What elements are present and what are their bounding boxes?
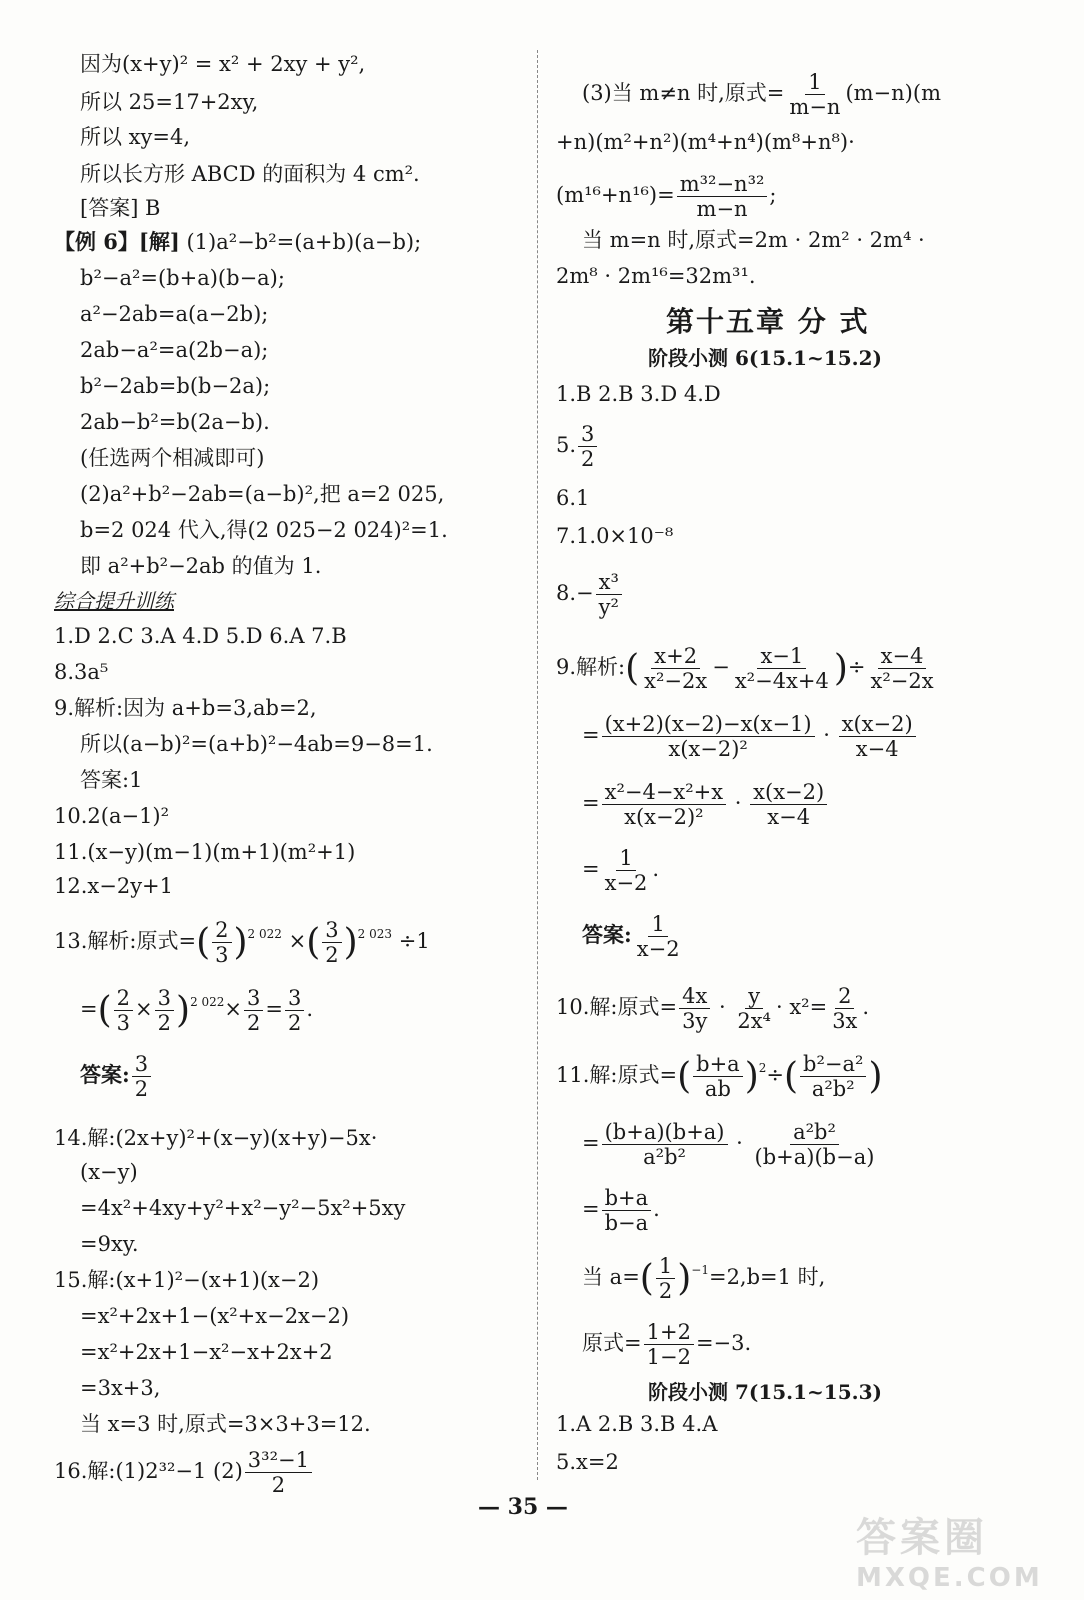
numerator: 2 — [212, 918, 231, 943]
numerator: 3³²−1 — [245, 1448, 312, 1473]
numerator: 3 — [132, 1052, 151, 1077]
problem-9-line4: = $\frac{1}{x-2}$ . — [582, 846, 660, 895]
fraction — [839, 712, 916, 761]
numerator: x³ — [596, 570, 622, 595]
answer-row: 1.A 2.B 3.B 4.A — [556, 1412, 718, 1436]
numerator: x(x−2) — [750, 780, 827, 805]
fraction — [244, 986, 263, 1035]
text-span: ÷1 — [398, 929, 430, 953]
paren-close: ) — [343, 922, 358, 963]
numerator: 3 — [322, 918, 341, 943]
denominator: x²−2x — [644, 669, 708, 693]
exponent: 2 023 — [357, 927, 393, 941]
text-line: 所以 xy=4, — [80, 125, 191, 149]
denominator: 2 — [271, 1473, 286, 1497]
numerator: 1+2 — [644, 1320, 694, 1345]
text-span: 10.解:原式= — [556, 995, 678, 1019]
text-line: 当 m=n 时,原式=2m · 2m² · 2m⁴ · — [582, 228, 925, 252]
answer-label: 答案: — [582, 922, 632, 947]
denominator: a²b² — [811, 1077, 855, 1101]
exponent: 2 — [758, 1061, 767, 1075]
denominator: 2 — [247, 1011, 261, 1035]
text-line: b²−2ab=b(b−2a); — [80, 374, 271, 398]
denominator: a²b² — [643, 1145, 686, 1169]
text-line: +n)(m²+n²)(m⁴+n⁴)(m⁸+n⁸)· — [556, 130, 855, 154]
answer-row: 12.x−2y+1 — [54, 874, 174, 898]
paren-close: ) — [744, 1056, 759, 1097]
numerator: (b+a)(b+a) — [602, 1120, 728, 1145]
problem-9-line3: = $\frac{\text{x²−4−x²+x}}{\text{x(x−2)²}}$ · $\frac{x(x-2)}{x-4}$ — [556, 780, 829, 829]
text-span: 11.解:原式= — [556, 1063, 678, 1087]
fraction — [132, 1052, 151, 1101]
problem-9-line1: 9.解析:( $\frac{x+2}{\text{x²−2x}}$ − $\frac{x-1}{\text{x²−4x+4}}$ )÷ $\frac{x-4}{\text{x²−2x}}$ — [556, 644, 939, 693]
problem-16 — [54, 1448, 314, 1497]
fraction — [114, 986, 133, 1035]
text-line: 2ab−b²=b(2a−b). — [80, 410, 270, 434]
answer-row: 5.x=2 — [556, 1450, 619, 1474]
answer-row: 10.2(a−1)² — [54, 804, 170, 828]
denominator: 2 — [134, 1077, 149, 1101]
fraction — [634, 912, 683, 961]
fraction — [800, 1052, 866, 1101]
fraction — [644, 1320, 694, 1369]
denominator: 2 — [288, 1011, 302, 1035]
section-subtitle: 阶段小测 7(15.1~15.3) — [648, 1380, 882, 1404]
denominator: m−n — [789, 95, 841, 119]
numerator: 1 — [656, 1254, 675, 1279]
numerator: 2 — [835, 984, 854, 1009]
problem-10: 10.解:原式= $\frac{4x}{3y}$ · $\frac{y}{\text{2x⁴}}$ · x²= $\frac{2}{3x}$ . — [556, 984, 870, 1033]
denominator: x²−2x — [870, 669, 934, 693]
denominator: x−2 — [604, 871, 648, 895]
numerator: x+2 — [651, 644, 700, 669]
text-line: 所以长方形 ABCD 的面积为 4 cm². — [80, 162, 420, 186]
paren-open: ( — [625, 648, 640, 689]
text-line: =3x+3, — [80, 1376, 161, 1400]
text-line: (任选两个相减即可) — [80, 446, 265, 470]
denominator: (b+a)(b−a) — [754, 1145, 875, 1169]
numerator: 3 — [578, 422, 597, 447]
problem-11-line3: = $\frac{b+a}{b-a}$ . — [582, 1186, 660, 1235]
problem-13-line1 — [54, 918, 430, 967]
fraction — [602, 1120, 728, 1169]
fraction — [868, 644, 937, 693]
numerator: b²−a² — [800, 1052, 866, 1077]
text-line: b=2 024 代入,得(2 025−2 024)²=1. — [80, 518, 448, 542]
answer-13 — [54, 1052, 153, 1101]
denominator: 2x⁴ — [737, 1009, 771, 1033]
paren-close: ) — [677, 1258, 692, 1299]
section-heading: 综合提升训练 — [54, 589, 174, 613]
chapter-title: 第十五章 分 式 — [666, 305, 870, 338]
fraction — [602, 712, 815, 761]
text-span: . — [306, 997, 314, 1021]
problem-11-line2: = $\frac{(b+a)(b+a)}{\text{a²b²}}$ · $\frac{\text{a²b²}}{(b+a)(b-a)}$ — [556, 1120, 879, 1169]
numerator: x(x−2) — [839, 712, 916, 737]
denominator: x(x−2)² — [668, 737, 748, 761]
example-label: 【例 6】[解] — [54, 229, 180, 254]
denominator: 3y — [682, 1009, 708, 1033]
answer-9 — [556, 912, 685, 961]
problem-13-line2: =( $\frac{2}{3}$ × $\frac{3}{2}$ )$^{2 022}$× $\frac{3}{2}$ = $\frac{3}{2}$ . — [80, 986, 314, 1035]
answer-line: [答案] B — [80, 196, 161, 220]
text-span: (3)当 m≠n 时,原式= — [582, 81, 785, 105]
text-span: ; — [769, 183, 777, 207]
numerator: 3 — [285, 986, 304, 1011]
numerator: a²b² — [790, 1120, 839, 1145]
text-span: 16.解:(1)2³²−1 (2) — [54, 1459, 243, 1483]
example-line — [54, 228, 421, 256]
fraction — [677, 172, 768, 221]
answer-row: 11.(x−y)(m−1)(m+1)(m²+1) — [54, 840, 356, 864]
text-line — [556, 172, 777, 221]
fraction — [656, 1254, 675, 1303]
answer-row: 6.1 — [556, 486, 590, 510]
paren-open: ( — [97, 990, 112, 1031]
paren-open: ( — [306, 922, 321, 963]
watermark-url: MXQE.COM — [856, 1563, 1043, 1593]
denominator: 2 — [325, 943, 339, 967]
denominator: m−n — [696, 197, 748, 221]
denominator: 2 — [658, 1279, 673, 1303]
fraction — [732, 644, 832, 693]
fraction — [679, 984, 710, 1033]
fraction — [693, 1052, 743, 1101]
answer-label: 答案: — [80, 1062, 130, 1087]
paren-close: ) — [868, 1056, 883, 1097]
fraction — [155, 986, 174, 1035]
fraction — [786, 70, 843, 119]
text-line: 14.解:(2x+y)²+(x−y)(x+y)−5x· — [54, 1126, 378, 1150]
text-line: 因为(x+y)² = x² + 2xy + y², — [80, 52, 366, 76]
watermark-logo — [856, 1506, 1066, 1593]
text-span: (m¹⁶+n¹⁶)= — [556, 183, 675, 207]
paren-close: ) — [233, 922, 248, 963]
text-line: (x−y) — [80, 1160, 138, 1184]
text-line: =9xy. — [80, 1232, 139, 1256]
text-span: · x²= — [775, 995, 828, 1019]
denominator: 3 — [116, 1011, 131, 1035]
numerator: y — [745, 984, 763, 1009]
answer-line: 答案:1 — [80, 768, 143, 792]
denominator: 3x — [832, 1009, 858, 1033]
denominator: x²−4x+4 — [734, 669, 829, 693]
text-span: =−3. — [695, 1331, 752, 1355]
paren-close: ) — [833, 648, 848, 689]
denominator: x−4 — [855, 737, 899, 761]
text-line: =x²+2x+1−(x²+x−2x−2) — [80, 1304, 350, 1328]
denominator: x−2 — [636, 937, 680, 961]
denominator: 3 — [215, 943, 229, 967]
problem-11-line1: 11.解:原式=( $\frac{b+a}{ab}$ )$^2$÷( $\frac{\text{b²−a²}}{\text{a²b²}}$ ) — [556, 1052, 883, 1101]
text-line: b²−a²=(b+a)(b−a); — [80, 266, 285, 290]
paren-open: ( — [783, 1056, 799, 1097]
denominator: x(x−2)² — [624, 805, 704, 829]
text-line: 所以(a−b)²=(a+b)²−4ab=9−8=1. — [80, 732, 433, 756]
numerator: 1 — [805, 70, 824, 95]
answer-row: 7.1.0×10⁻⁸ — [556, 524, 674, 548]
text-line: 当 x=3 时,原式=3×3+3=12. — [80, 1412, 371, 1436]
numerator: 3 — [155, 986, 174, 1011]
text-line — [556, 70, 941, 119]
answer-row — [556, 570, 624, 619]
text-line: 2m⁸ · 2m¹⁶=32m³¹. — [556, 264, 756, 288]
fraction — [734, 984, 774, 1033]
exponent: 2 022 — [247, 927, 282, 941]
fraction — [829, 984, 860, 1033]
text-line: =4x²+4xy+y²+x²−y²−5x²+5xy — [80, 1196, 406, 1220]
answer-row — [556, 422, 599, 471]
numerator: 1 — [616, 846, 635, 871]
answer-row: 1.D 2.C 3.A 4.D 5.D 6.A 7.B — [54, 624, 347, 648]
numerator: x−4 — [878, 644, 927, 669]
fraction — [212, 918, 231, 967]
fraction — [245, 1448, 312, 1497]
text-span: 13.解析:原式= — [54, 929, 197, 953]
numerator: 2 — [114, 986, 133, 1011]
problem-9-line2: = $\frac{(x+2)(x-2)-x(x-1)}{\text{x(x−2)²}}$ · $\frac{x(x-2)}{x-4}$ — [556, 712, 918, 761]
section-subtitle: 阶段小测 6(15.1~15.2) — [648, 346, 882, 370]
numerator: m³²−n³² — [677, 172, 768, 197]
paren-close: ) — [176, 990, 191, 1031]
denominator: y² — [598, 595, 619, 619]
numerator: 3 — [244, 986, 263, 1011]
text-span: (1)a²−b²=(a+b)(a−b); — [186, 230, 422, 254]
answer-row: 8.3a⁵ — [54, 660, 109, 684]
fraction — [578, 422, 597, 471]
text-line: a²−2ab=a(a−2b); — [80, 302, 269, 326]
denominator: x−4 — [767, 805, 811, 829]
denominator: 2 — [157, 1011, 172, 1035]
denominator: b−a — [604, 1211, 649, 1235]
numerator: 4x — [679, 984, 710, 1009]
exponent: 2 022 — [190, 995, 225, 1009]
denominator: ab — [704, 1077, 731, 1101]
text-line: 9.解析:因为 a+b=3,ab=2, — [54, 696, 317, 720]
text-line: 即 a²+b²−2ab 的值为 1. — [80, 554, 322, 578]
text-line: (2)a²+b²−2ab=(a−b)²,把 a=2 025, — [80, 482, 445, 506]
fraction — [602, 846, 651, 895]
paren-open: ( — [677, 1056, 692, 1097]
fraction — [752, 1120, 878, 1169]
problem-11-line5 — [556, 1320, 751, 1369]
column-divider — [537, 50, 538, 1480]
exponent: −1 — [691, 1263, 709, 1277]
text-span: =2,b=1 时, — [708, 1265, 826, 1289]
text-span: × — [288, 929, 307, 953]
text-span: 原式= — [582, 1331, 642, 1355]
paren-open: ( — [196, 922, 211, 963]
numerator: (x+2)(x−2)−x(x−1) — [602, 712, 815, 737]
fraction — [322, 918, 341, 967]
numerator: b+a — [693, 1052, 743, 1077]
text-span: 8.− — [556, 581, 594, 605]
text-span: (m−n)(m — [845, 81, 941, 105]
answer-row: 1.B 2.B 3.D 4.D — [556, 382, 721, 406]
denominator: 1−2 — [646, 1345, 691, 1369]
fraction — [285, 986, 304, 1035]
numerator: x²−4−x²+x — [602, 780, 727, 805]
numerator: x−1 — [757, 644, 806, 669]
page-number: — 35 — — [478, 1494, 568, 1520]
fraction — [602, 780, 727, 829]
denominator: 2 — [581, 447, 595, 471]
fraction — [641, 644, 710, 693]
text-line: 所以 25=17+2xy, — [80, 90, 259, 114]
numerator: b+a — [602, 1186, 652, 1211]
paren-open: ( — [639, 1258, 654, 1299]
text-line: 2ab−a²=a(2b−a); — [80, 338, 269, 362]
text-line: 15.解:(x+1)²−(x+1)(x−2) — [54, 1268, 320, 1292]
fraction — [602, 1186, 652, 1235]
text-line: =x²+2x+1−x²−x+2x+2 — [80, 1340, 333, 1364]
text-span: 9.解析: — [556, 655, 626, 679]
text-span: 5. — [556, 433, 577, 457]
problem-11-line4 — [556, 1254, 825, 1303]
fraction — [596, 570, 622, 619]
fraction — [750, 780, 827, 829]
text-span: 当 a= — [582, 1265, 640, 1289]
watermark-text: 答案圈 — [856, 1515, 988, 1561]
numerator: 1 — [648, 912, 667, 937]
